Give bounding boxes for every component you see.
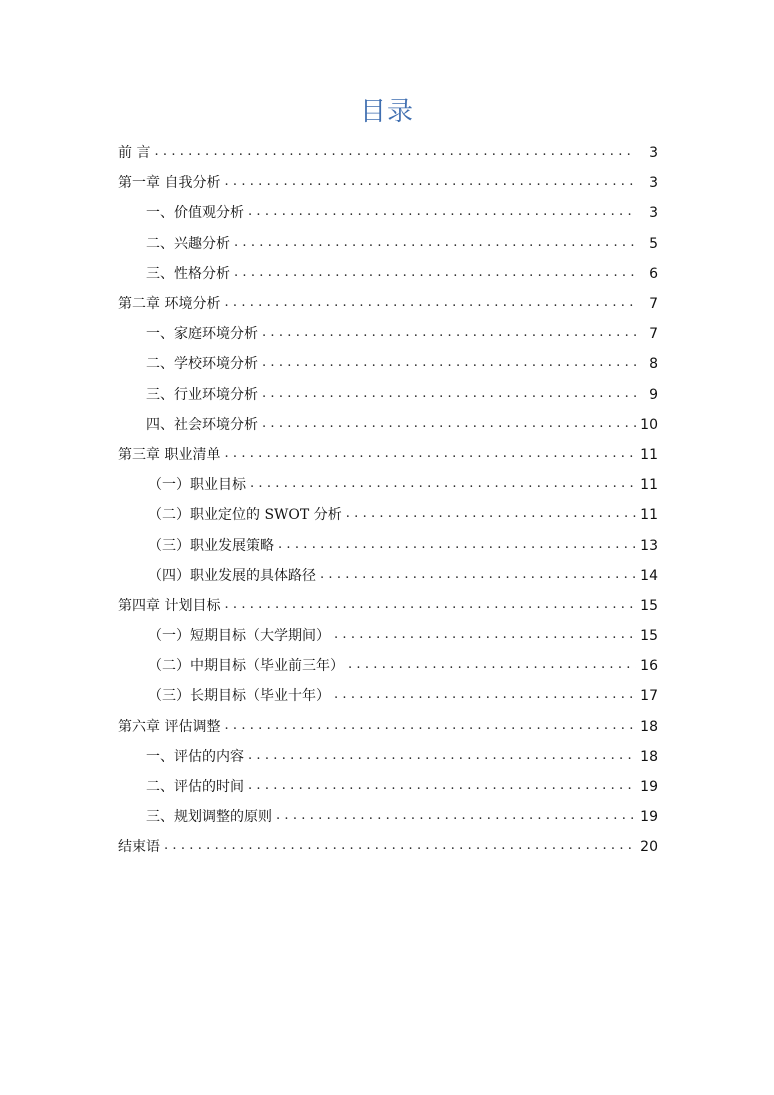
toc-dot-leader [250, 476, 636, 494]
toc-page-number: 16 [640, 658, 658, 675]
toc-page-number: 3 [649, 145, 658, 162]
toc-entry-label: 三、性格分析 [146, 265, 230, 282]
toc-page-number: 18 [640, 748, 658, 765]
toc-entry-label: 二、评估的时间 [146, 779, 244, 796]
toc-page-number: 6 [649, 265, 658, 282]
toc-dot-leader [334, 687, 636, 705]
toc-page-number: 15 [640, 628, 658, 645]
toc-entry[interactable] [118, 289, 658, 319]
toc-page-number: 17 [640, 688, 658, 705]
toc-page-number: 11 [640, 507, 658, 524]
toc-dot-leader [320, 567, 636, 585]
toc-entry-label: 三、规划调整的原则 [146, 809, 272, 826]
toc-entry[interactable] [118, 561, 658, 591]
toc-entry[interactable] [118, 410, 658, 440]
toc-entry-label: （一）职业目标 [148, 477, 246, 494]
toc-entry[interactable] [118, 319, 658, 349]
toc-dot-leader [346, 506, 636, 524]
toc-entry-label: 第二章 环境分析 [118, 296, 221, 313]
toc-entry-label: 一、家庭环境分析 [146, 326, 258, 343]
toc-dot-leader [164, 838, 636, 856]
toc-entry-label: 结束语 [118, 839, 160, 856]
toc-dot-leader [234, 265, 636, 283]
toc-entry[interactable] [118, 530, 658, 560]
toc-page-number: 19 [640, 809, 658, 826]
toc-dot-leader [234, 235, 636, 253]
toc-dot-leader [348, 657, 636, 675]
toc-page-number: 14 [640, 567, 658, 584]
toc-entry[interactable] [118, 259, 658, 289]
toc-entry[interactable] [118, 651, 658, 681]
toc-dot-leader [262, 386, 636, 404]
toc-entry-label: 第六章 评估调整 [118, 718, 221, 735]
toc-dot-leader [224, 295, 636, 313]
toc-entry-label: 二、学校环境分析 [146, 356, 258, 373]
toc-page-number: 15 [640, 597, 658, 614]
toc-entry-label: 一、评估的内容 [146, 748, 244, 765]
toc-dot-leader [334, 627, 636, 645]
toc-page-number: 11 [640, 446, 658, 463]
toc-dot-leader [224, 446, 636, 464]
toc-dot-leader [224, 174, 636, 192]
toc-page-number: 11 [640, 477, 658, 494]
toc-entry[interactable] [118, 591, 658, 621]
toc-dot-leader [278, 537, 636, 555]
toc-entry[interactable] [118, 802, 658, 832]
toc-page-number: 3 [649, 175, 658, 192]
toc-dot-leader [248, 748, 636, 766]
toc-entry-label: （二）职业定位的 SWOT 分析 [148, 507, 342, 524]
toc-entry-label: 一、价值观分析 [146, 205, 244, 222]
toc-page-number: 13 [640, 537, 658, 554]
toc-entry-label: （三）职业发展策略 [148, 537, 274, 554]
toc-entry[interactable] [118, 712, 658, 742]
toc-page-number: 9 [649, 386, 658, 403]
toc-page-number: 20 [640, 839, 658, 856]
toc-entry-label: 第三章 职业清单 [118, 446, 221, 463]
toc-list [118, 138, 658, 863]
toc-dot-leader [262, 355, 636, 373]
toc-dot-leader [224, 597, 636, 615]
toc-dot-leader [224, 718, 636, 736]
toc-dot-leader [262, 416, 636, 434]
toc-page-number: 3 [649, 205, 658, 222]
toc-entry-label: 前 言 [118, 145, 151, 162]
toc-entry[interactable] [118, 742, 658, 772]
toc-page-number: 5 [649, 235, 658, 252]
toc-entry[interactable] [118, 198, 658, 228]
toc-entry[interactable] [118, 621, 658, 651]
toc-entry[interactable] [118, 380, 658, 410]
toc-entry-label: （三）长期目标（毕业十年） [148, 688, 330, 705]
toc-page-number: 7 [649, 326, 658, 343]
toc-entry[interactable] [118, 168, 658, 198]
toc-page-number: 8 [649, 356, 658, 373]
toc-dot-leader [262, 325, 636, 343]
toc-entry-label: （一）短期目标（大学期间） [148, 628, 330, 645]
toc-entry-label: 第一章 自我分析 [118, 175, 221, 192]
toc-entry[interactable] [118, 772, 658, 802]
toc-entry-label: 四、社会环境分析 [146, 416, 258, 433]
toc-entry-label: （四）职业发展的具体路径 [148, 567, 316, 584]
toc-page-number: 19 [640, 779, 658, 796]
toc-dot-leader [154, 144, 636, 162]
toc-dot-leader [276, 808, 636, 826]
toc-entry[interactable] [118, 138, 658, 168]
toc-entry-label: （二）中期目标（毕业前三年） [148, 658, 344, 675]
toc-entry[interactable] [118, 440, 658, 470]
toc-entry[interactable] [118, 681, 658, 711]
toc-dot-leader [248, 778, 636, 796]
toc-page-number: 18 [640, 718, 658, 735]
toc-entry[interactable] [118, 229, 658, 259]
toc-entry-label: 二、兴趣分析 [146, 235, 230, 252]
toc-page-number: 7 [649, 296, 658, 313]
toc-entry[interactable] [118, 500, 658, 530]
toc-title: 目录 [359, 97, 414, 127]
toc-entry[interactable] [118, 470, 658, 500]
toc-entry[interactable] [118, 349, 658, 379]
toc-entry[interactable] [118, 832, 658, 862]
toc-entry-label: 三、行业环境分析 [146, 386, 258, 403]
toc-entry-label: 第四章 计划目标 [118, 597, 221, 614]
toc-page-number: 10 [640, 416, 658, 433]
toc-dot-leader [248, 204, 636, 222]
